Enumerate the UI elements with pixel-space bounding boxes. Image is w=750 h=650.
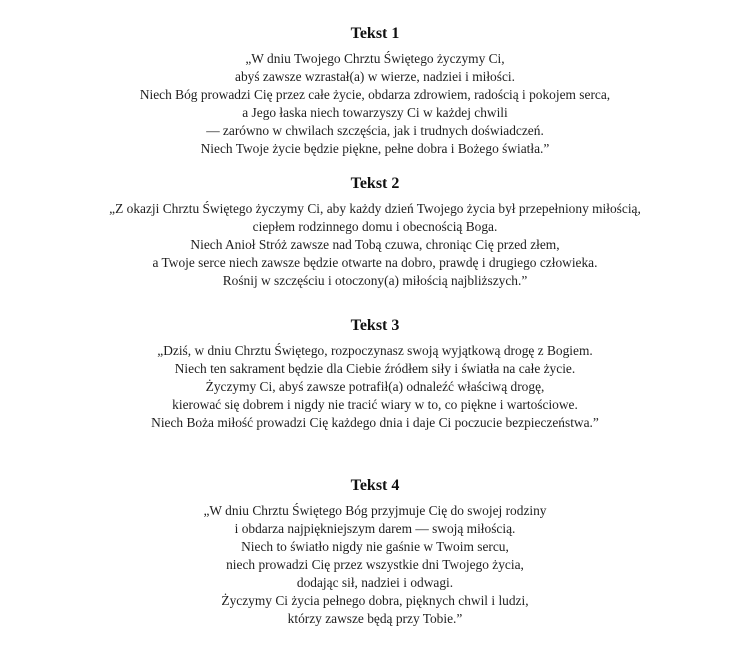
text-line: Niech Twoje życie będzie piękne, pełne dobra i Bożego światła.” [200,141,550,156]
section-title: Tekst 4 [350,477,400,494]
section-title: Tekst 2 [350,175,400,192]
text-line: Niech Bóg prowadzi Cię przez całe życie, obdarza zdrowiem, radością i pokojem serca, [139,87,611,102]
text-line: „W dniu Twojego Chrztu Świętego życzymy Ci, [245,51,505,66]
text-line: „Dziś, w dniu Chrztu Świętego, rozpoczynasz swoją wyjątkową drogę z Bogiem. [157,343,593,358]
text-section-2 [0,174,750,290]
text-line: „W dniu Chrztu Świętego Bóg przyjmuje Cię do swojej rodziny [203,503,547,518]
text-section-1 [0,24,750,158]
text-line: dodając sił, nadziei i odwagi. [296,575,454,590]
text-section-4 [0,476,750,628]
text-line: ciepłem rodzinnego domu i obecnością Boga. [252,219,498,234]
text-line: Niech to światło nigdy nie gaśnie w Twoim sercu, [241,539,509,554]
text-line: Życzymy Ci, abyś zawsze potrafił(a) odnaleźć właściwą drogę, [205,379,545,394]
section-body [0,502,750,628]
text-line: — zarówno w chwilach szczęścia, jak i trudnych doświadczeń. [206,123,544,138]
text-line: abyś zawsze wzrastał(a) w wierze, nadziei i miłości. [235,69,515,84]
text-line: Niech Boża miłość prowadzi Cię każdego dnia i daje Ci poczucie bezpieczeństwa.” [151,415,599,430]
text-line: a Jego łaska niech towarzyszy Ci w każdej chwili [242,105,508,120]
text-line: kierować się dobrem i nigdy nie tracić wiary w to, co piękne i wartościowe. [172,397,578,412]
section-body [0,200,750,290]
text-line: niech prowadzi Cię przez wszystkie dni Twojego życia, [226,557,524,572]
section-title: Tekst 1 [350,25,400,42]
text-section-3 [0,316,750,432]
text-line: Rośnij w szczęściu i otoczony(a) miłością najbliższych.” [222,273,528,288]
text-line: „Z okazji Chrztu Świętego życzymy Ci, aby każdy dzień Twojego życia był przepełniony miłością, [109,201,641,216]
text-line: a Twoje serce niech zawsze będzie otwarte na dobro, prawdę i drugiego człowieka. [152,255,598,270]
text-line: Życzymy Ci życia pełnego dobra, pięknych chwil i ludzi, [221,593,529,608]
section-body [0,50,750,158]
text-line: i obdarza najpiękniejszym darem — swoją miłością. [234,521,516,536]
text-line: którzy zawsze będą przy Tobie.” [287,611,463,626]
section-body [0,342,750,432]
text-line: Niech Anioł Stróż zawsze nad Tobą czuwa, chroniąc Cię przed złem, [190,237,560,252]
text-line: Niech ten sakrament będzie dla Ciebie źródłem siły i światła na całe życie. [174,361,576,376]
section-title: Tekst 3 [350,317,400,334]
